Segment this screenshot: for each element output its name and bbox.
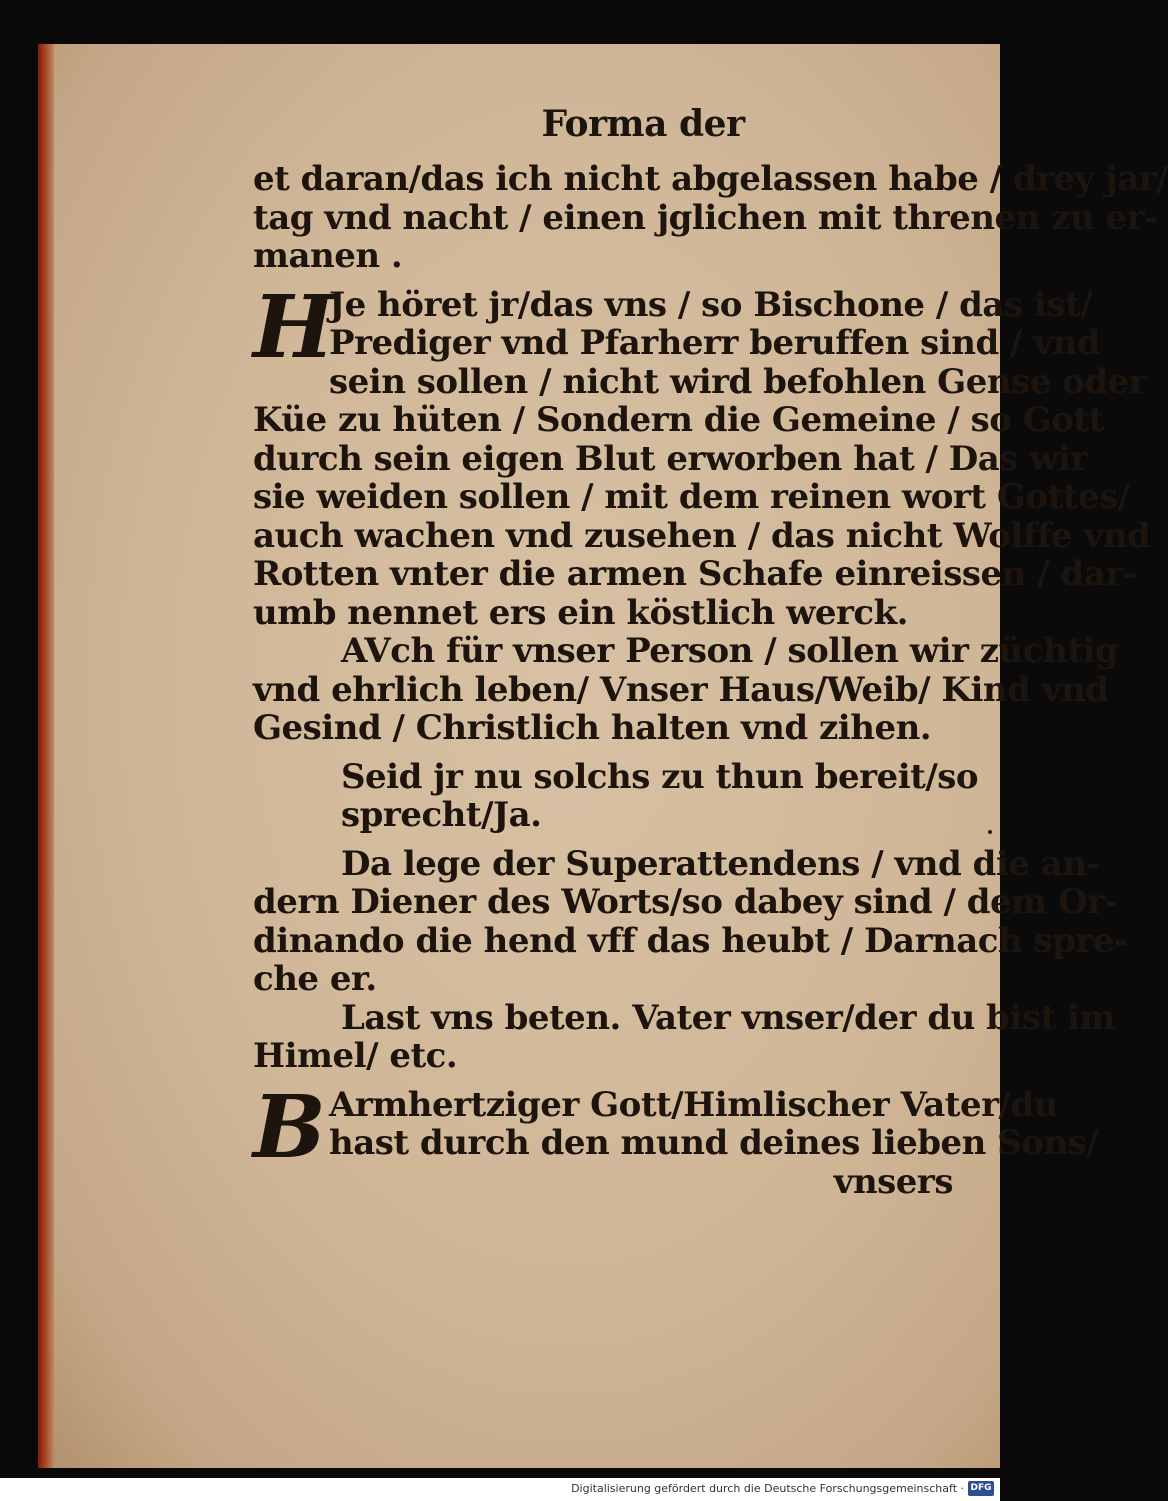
text-line: dern Diener des Worts/so dabey sind / dem Or- <box>253 882 1119 922</box>
text-line: Last vns beten. Vater vnser/der du bist im <box>341 997 1115 1038</box>
text-line: Armhertziger Gott/Himlischer Vater/du <box>329 1084 1058 1125</box>
text-line: manen . <box>253 236 403 276</box>
text-line: umb nennet ers ein köstlich werck. <box>253 592 908 633</box>
text-line: Küe zu hüten / Sondern die Gemeine / so Gott <box>253 400 1104 440</box>
text-line: Seid jr nu solchs zu thun bereit/so <box>341 756 979 797</box>
text-line: Prediger vnd Pfarherr beruffen sind / vnd <box>329 323 1101 363</box>
text-line: sie weiden sollen / mit dem reinen wort Gottes/ <box>253 477 1130 517</box>
text-line: sprecht/Ja. <box>341 795 542 835</box>
drop-cap-initial: H <box>253 276 334 378</box>
text-line: tag vnd nacht / einen jglichen mit threnen zu er- <box>253 197 1158 238</box>
paragraph-2 <box>253 276 1151 633</box>
drop-cap-initial: B <box>253 1076 326 1178</box>
footer-bar <box>0 1478 1000 1501</box>
running-head: Forma der <box>541 103 745 145</box>
text-line: Gesind / Christlich halten vnd zihen. <box>253 708 932 748</box>
paragraph-7 <box>253 1076 1099 1178</box>
text-line: Rotten vnter die armen Schafe einreissen / dar- <box>253 554 1137 594</box>
text-line: auch wachen vnd zusehen / das nicht Wolffe vnd <box>253 515 1151 556</box>
paragraph-4 <box>253 756 979 835</box>
book-page <box>38 44 1168 1468</box>
paper-speck <box>988 830 992 834</box>
page-binding-edge <box>38 44 54 1468</box>
text-line: hast durch den mund deines lieben Sons/ <box>329 1123 1099 1163</box>
page-text <box>253 103 1168 1202</box>
text-line: dinando die hend vff das heubt / Darnach spre- <box>253 920 1128 961</box>
text-line: Himel/ etc. <box>253 1036 458 1076</box>
text-line: et daran/das ich nicht abgelassen habe / drey jar/ <box>253 159 1168 199</box>
text-line: Da lege der Superattendens / vnd die an- <box>341 843 1101 884</box>
text-line: Je höret jr/das vns / so Bischone / das ist/ <box>329 284 1093 325</box>
text-line: che er. <box>253 959 377 999</box>
catchword: vnsers <box>833 1161 953 1202</box>
funding-credit: Digitalisierung gefördert durch die Deutsche Forschungsgemeinschaft · <box>571 1482 964 1495</box>
paragraph-5 <box>253 843 1128 999</box>
text-line: vnd ehrlich leben/ Vnser Haus/Weib/ Kind vnd <box>253 669 1109 710</box>
text-line: AVch für vnser Person / sollen wir züchtig <box>341 631 1119 671</box>
paragraph-1 <box>253 159 1168 276</box>
paragraph-3 <box>253 631 1119 748</box>
dfg-logo: DFG <box>968 1481 994 1496</box>
text-line: durch sein eigen Blut erworben hat / Das wir <box>253 438 1088 479</box>
text-line: sein sollen / nicht wird befohlen Gense oder <box>329 361 1147 402</box>
paragraph-6 <box>253 997 1115 1076</box>
